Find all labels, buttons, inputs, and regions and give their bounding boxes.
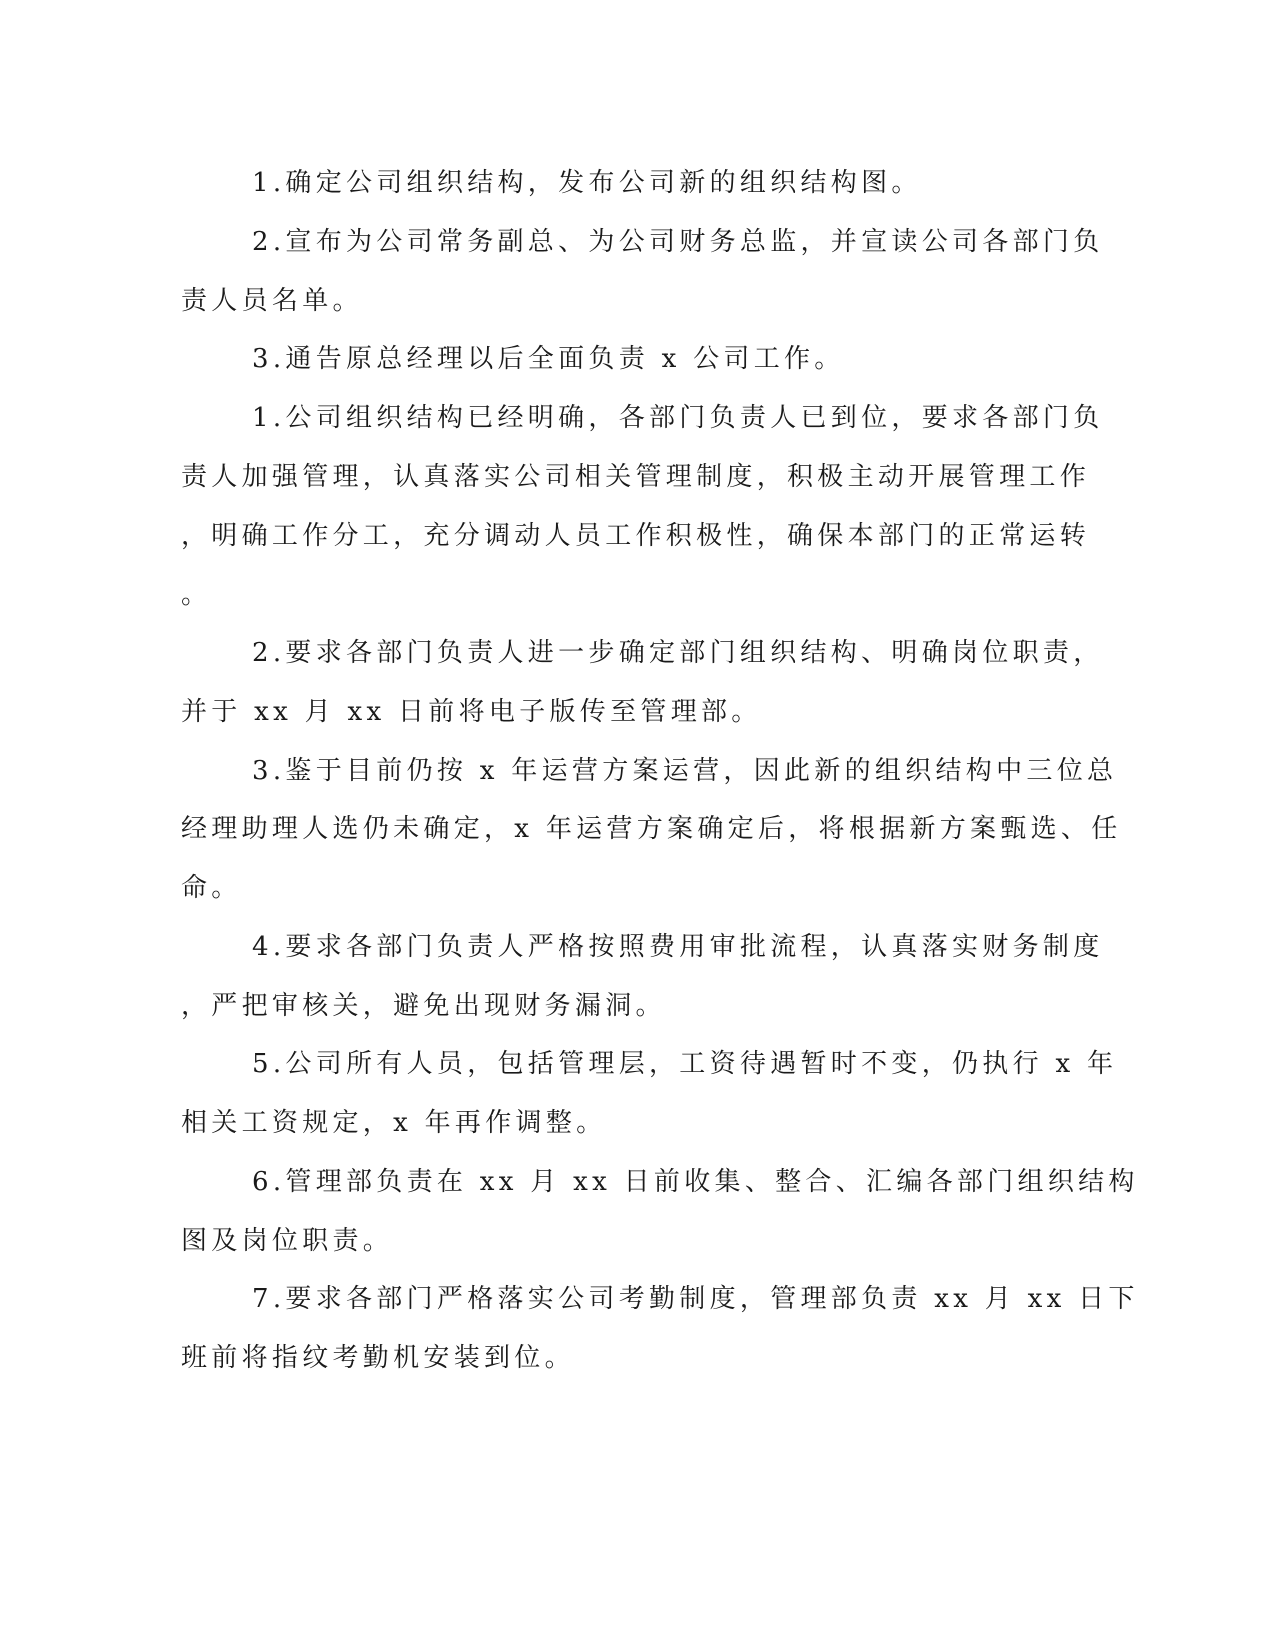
paragraph-4-line-2: 责人加强管理，认真落实公司相关管理制度，积极主动开展管理工作 xyxy=(181,462,1091,492)
paragraph-4-line-3: ，明确工作分工，充分调动人员工作积极性，确保本部门的正常运转 xyxy=(181,521,1091,551)
paragraph-4-line-1: 1.公司组织结构已经明确，各部门负责人已到位，要求各部门负 xyxy=(252,403,1104,433)
paragraph-6-line-1: 3.鉴于目前仍按 x 年运营方案运营，因此新的组织结构中三位总 xyxy=(252,756,1118,786)
paragraph-5-line-1: 2.要求各部门负责人进一步确定部门组织结构、明确岗位职责， xyxy=(252,638,1104,668)
paragraph-3-line-1: 3.通告原总经理以后全面负责 x 公司工作。 xyxy=(252,344,845,374)
paragraph-10-line-1: 7.要求各部门严格落实公司考勤制度，管理部负责 xx 月 xx 日下 xyxy=(252,1284,1139,1314)
paragraph-8-line-2: 相关工资规定，x 年再作调整。 xyxy=(181,1108,607,1138)
paragraph-2-line-1: 2.宣布为公司常务副总、为公司财务总监，并宣读公司各部门负 xyxy=(252,227,1104,257)
paragraph-10-line-2: 班前将指纹考勤机安装到位。 xyxy=(181,1343,575,1373)
paragraph-7-line-2: ，严把审核关，避免出现财务漏洞。 xyxy=(181,991,666,1021)
paragraph-5-line-2: 并于 xx 月 xx 日前将电子版传至管理部。 xyxy=(181,697,762,727)
paragraph-9-line-2: 图及岗位职责。 xyxy=(181,1226,394,1256)
paragraph-4-line-4: 。 xyxy=(181,580,212,610)
paragraph-2-line-2: 责人员名单。 xyxy=(181,286,363,316)
paragraph-1-line-1: 1.确定公司组织结构，发布公司新的组织结构图。 xyxy=(252,168,922,198)
paragraph-6-line-2: 经理助理人选仍未确定，x 年运营方案确定后，将根据新方案甄选、任 xyxy=(181,814,1122,844)
paragraph-8-line-1: 5.公司所有人员，包括管理层，工资待遇暂时不变，仍执行 x 年 xyxy=(252,1049,1118,1079)
paragraph-6-line-3: 命。 xyxy=(181,873,242,903)
paragraph-7-line-1: 4.要求各部门负责人严格按照费用审批流程，认真落实财务制度 xyxy=(252,932,1104,962)
paragraph-9-line-1: 6.管理部负责在 xx 月 xx 日前收集、整合、汇编各部门组织结构 xyxy=(252,1167,1139,1197)
